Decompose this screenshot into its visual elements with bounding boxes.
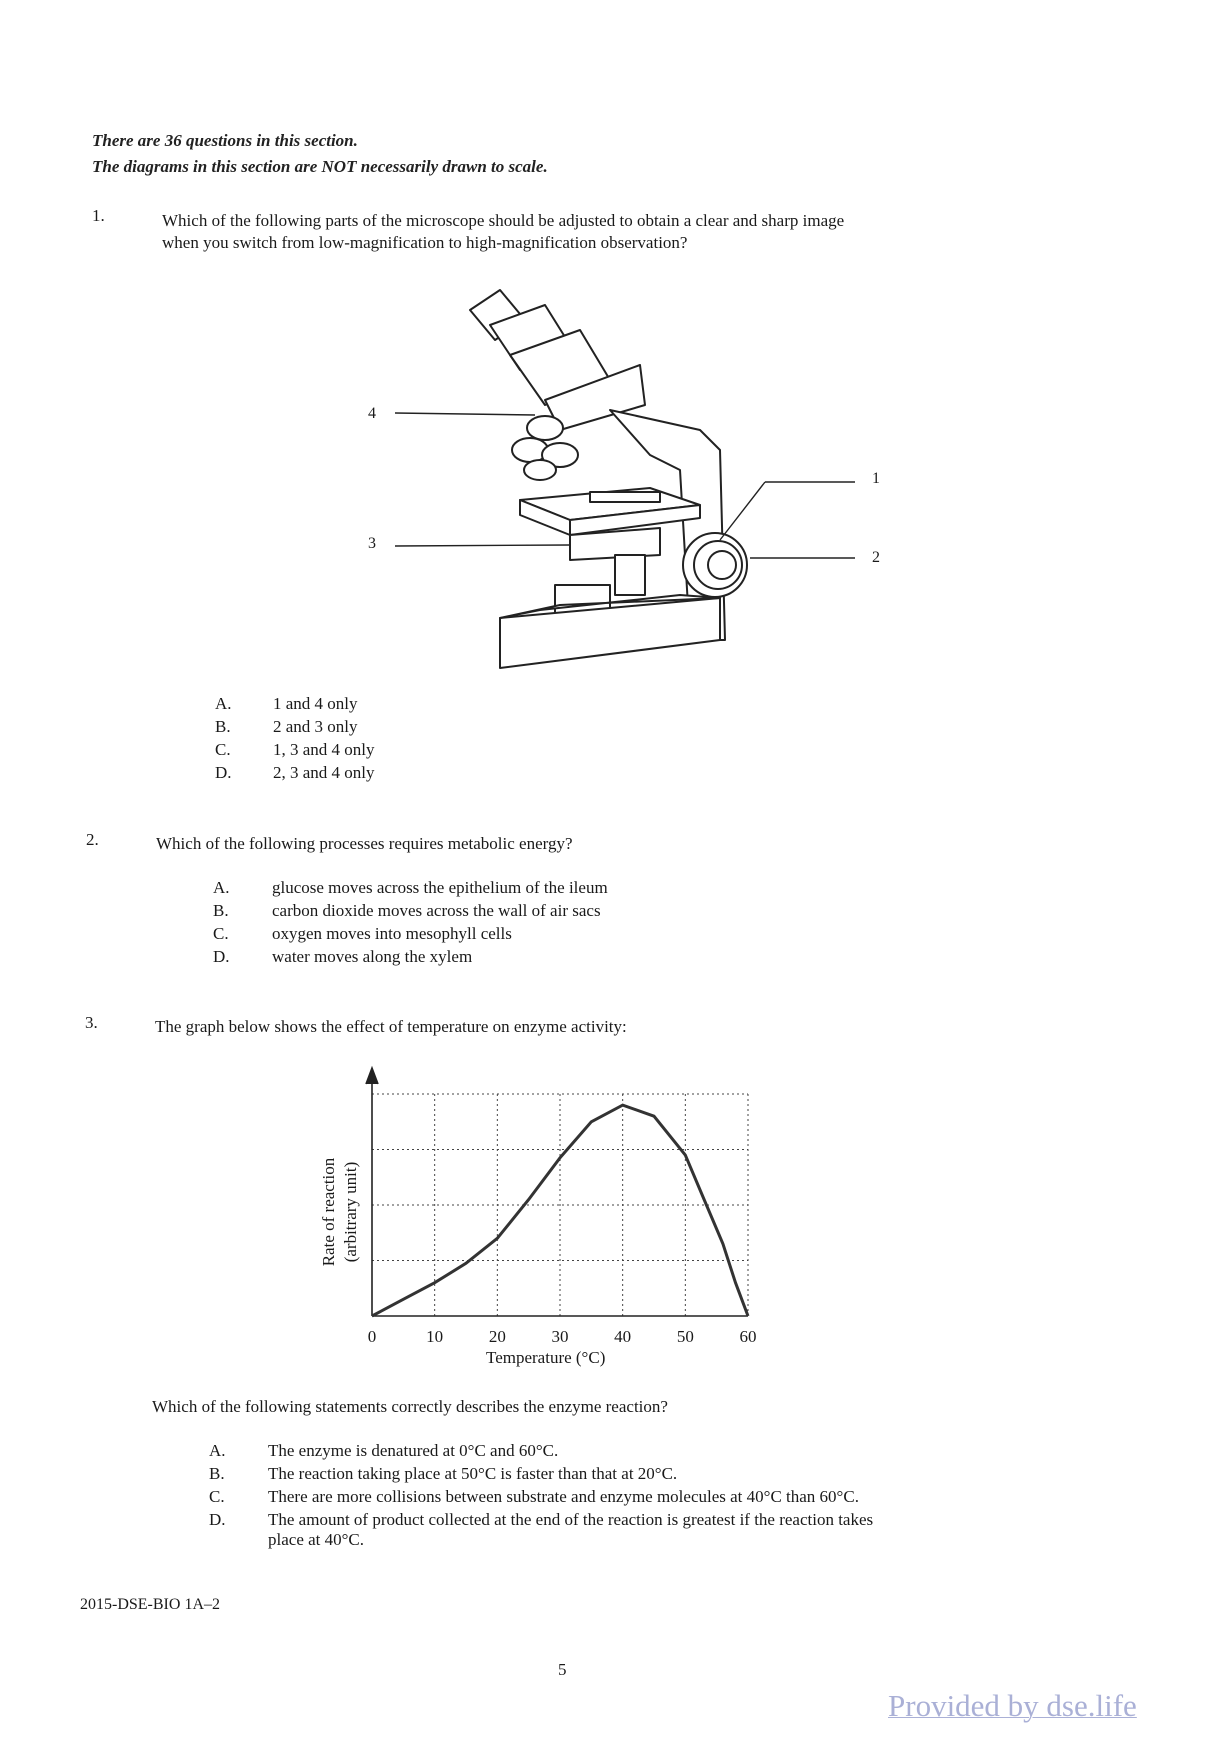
q3-option-c: There are more collisions between substrate and enzyme molecules at 40°C than 60°C. (268, 1487, 859, 1506)
x-tick-label: 40 (614, 1327, 632, 1346)
q1-text-line-2: when you switch from low-magnification to high-magnification observation? (162, 233, 688, 252)
q1-option-a-letter: A. (215, 694, 232, 713)
q1-option-b-letter: B. (215, 717, 231, 736)
page-number: 5 (558, 1660, 567, 1679)
q3-option-d-line-2: place at 40°C. (268, 1530, 365, 1549)
q1-option-d-letter: D. (215, 763, 232, 782)
x-tick-label: 60 (739, 1327, 757, 1346)
y-axis-label (320, 1130, 360, 1280)
intro-line-1: There are 36 questions in this section. (92, 131, 358, 150)
q3-option-a-letter: A. (209, 1441, 226, 1460)
q3-option-b: The reaction taking place at 50°C is faster than that at 20°C. (268, 1464, 678, 1483)
paper-code: 2015-DSE-BIO 1A–2 (80, 1596, 220, 1613)
leader-line-1 (720, 482, 765, 540)
leader-line-4 (395, 413, 535, 415)
y-axis-arrow (366, 1068, 378, 1084)
q3-option-d-letter: D. (209, 1510, 226, 1529)
provided-by-link[interactable]: Provided by dse.life (888, 1688, 1137, 1723)
q2-option-d: water moves along the xylem (272, 947, 473, 966)
q1-option-c: 1, 3 and 4 only (273, 740, 375, 759)
leader-line-3 (395, 545, 570, 546)
objective-lens-4 (524, 460, 556, 480)
x-axis-label: Temperature (°C) (486, 1348, 606, 1367)
q3-question: Which of the following statements correctly describes the enzyme reaction? (152, 1397, 668, 1416)
microscope-label-2: 2 (872, 549, 880, 566)
q3-number: 3. (85, 1013, 98, 1032)
intro-line-2: The diagrams in this section are NOT necessarily drawn to scale. (92, 157, 548, 176)
x-tick-label: 0 (367, 1327, 377, 1346)
microscope-diagram (0, 0, 1228, 700)
x-tick-label: 10 (426, 1327, 444, 1346)
chart-axes (366, 1068, 748, 1316)
q1-number: 1. (92, 206, 105, 225)
q3-option-a: The enzyme is denatured at 0°C and 60°C. (268, 1441, 559, 1460)
chart-grid (372, 1094, 748, 1316)
x-tick-labels (368, 1327, 757, 1346)
y-axis-label-line-2: (arbitrary unit) (341, 1161, 360, 1263)
q2-option-a-letter: A. (213, 878, 230, 897)
q2-option-c: oxygen moves into mesophyll cells (272, 924, 512, 943)
q3-option-d-line-1: The amount of product collected at the end of the reaction is greatest if the reaction takes (268, 1510, 874, 1529)
x-tick-label: 50 (676, 1327, 694, 1346)
y-axis-label-line-1: Rate of reaction (319, 1157, 338, 1267)
microscope-base (500, 598, 720, 668)
x-tick-label: 30 (551, 1327, 569, 1346)
q2-option-b-letter: B. (213, 901, 229, 920)
enzyme-activity-curve (372, 1105, 748, 1316)
q2-number: 2. (86, 830, 99, 849)
q1-text-line-1: Which of the following parts of the microscope should be adjusted to obtain a clear and sharp image (162, 211, 845, 230)
condenser-stem (615, 555, 645, 595)
microscope-label-4: 4 (368, 405, 376, 422)
objective-lens (527, 416, 563, 440)
microscope-label-1: 1 (872, 470, 880, 487)
q3-text: The graph below shows the effect of temperature on enzyme activity: (155, 1017, 627, 1036)
q1-option-c-letter: C. (215, 740, 231, 759)
slide-clip (590, 492, 660, 502)
q3-option-d (268, 1510, 1048, 1550)
q3-option-c-letter: C. (209, 1487, 225, 1506)
microscope-label-3: 3 (368, 535, 376, 552)
q1-option-d: 2, 3 and 4 only (273, 763, 375, 782)
fine-focus-knob (708, 551, 736, 579)
q2-option-c-letter: C. (213, 924, 229, 943)
x-tick-label: 20 (488, 1327, 506, 1346)
q2-option-d-letter: D. (213, 947, 230, 966)
q2-option-a: glucose moves across the epithelium of the ileum (272, 878, 608, 897)
q2-text: Which of the following processes requires metabolic energy? (156, 834, 573, 853)
q3-option-b-letter: B. (209, 1464, 225, 1483)
q2-option-b: carbon dioxide moves across the wall of air sacs (272, 901, 601, 920)
q1-option-b: 2 and 3 only (273, 717, 358, 736)
q1-option-a: 1 and 4 only (273, 694, 358, 713)
